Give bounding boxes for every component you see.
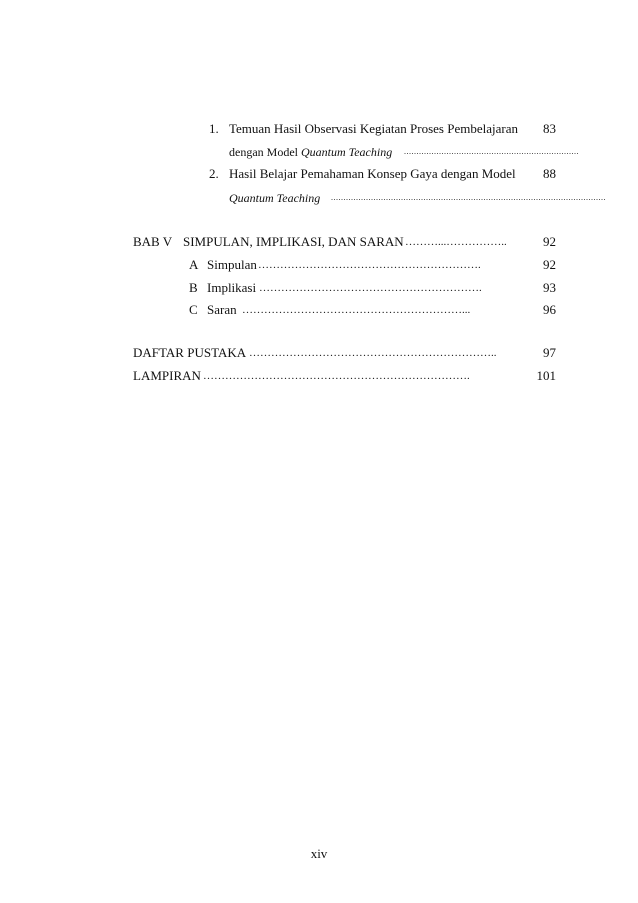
toc-sub1-number: 1. xyxy=(209,121,219,136)
toc-itemC-leader: ……………………………………………………... xyxy=(242,304,471,316)
toc-sub1-title-line1: Temuan Hasil Observasi Kegiatan Proses Pembelajaran xyxy=(229,121,518,136)
toc-itemA-leader: ……………………………………………………. xyxy=(258,259,481,271)
toc-sub2-title-line2 xyxy=(229,190,320,206)
toc-itemC-page: 96 xyxy=(543,302,556,317)
toc-pustaka-title: DAFTAR PUSTAKA xyxy=(133,345,247,360)
toc-lampiran-page: 101 xyxy=(536,368,556,383)
toc-sub2-title-line1: Hasil Belajar Pemahaman Konsep Gaya dengan Model xyxy=(229,166,516,181)
toc-sub1-page: 83 xyxy=(543,121,556,136)
toc-itemC-letter: C xyxy=(189,302,198,317)
toc-sub2-page: 88 xyxy=(543,166,556,181)
toc-itemC-title: Saran xyxy=(207,302,237,317)
toc-sub1-line2-italic: Quantum Teaching xyxy=(300,145,393,159)
toc-lampiran-title: LAMPIRAN xyxy=(133,368,201,383)
page-number-footer: xiv xyxy=(310,846,328,861)
toc-sub2-line2-italic: Quantum Teaching xyxy=(229,191,321,205)
toc-pustaka-page: 97 xyxy=(543,345,556,360)
toc-itemA-page: 92 xyxy=(543,257,556,272)
toc-sub1-leader: ...................................................................... xyxy=(404,147,579,156)
toc-chapter5-title: SIMPULAN, IMPLIKASI, DAN SARAN xyxy=(183,234,404,249)
toc-itemB-letter: B xyxy=(189,280,198,295)
toc-sub2-number: 2. xyxy=(209,166,219,181)
toc-chapter5-label: BAB V xyxy=(133,234,173,249)
toc-sub2-leader: .............................................................................................................. xyxy=(331,193,606,202)
toc-chapter5-page: 92 xyxy=(543,234,556,249)
toc-sub1-title-line2 xyxy=(229,144,392,160)
toc-sub1-line2-prefix: dengan Model xyxy=(229,145,301,159)
toc-itemA-letter: A xyxy=(189,257,199,272)
toc-itemB-title: Implikasi xyxy=(207,280,257,295)
toc-itemB-page: 93 xyxy=(543,280,556,295)
toc-chapter5-leader: ………...…………….. xyxy=(405,236,507,248)
toc-lampiran-leader: ………………………………………………………………. xyxy=(203,370,470,382)
toc-itemA-title: Simpulan xyxy=(207,257,257,272)
toc-pustaka-leader: ………………………………………………………….. xyxy=(249,347,497,359)
toc-itemB-leader: ……………………………………………………. xyxy=(259,282,482,294)
